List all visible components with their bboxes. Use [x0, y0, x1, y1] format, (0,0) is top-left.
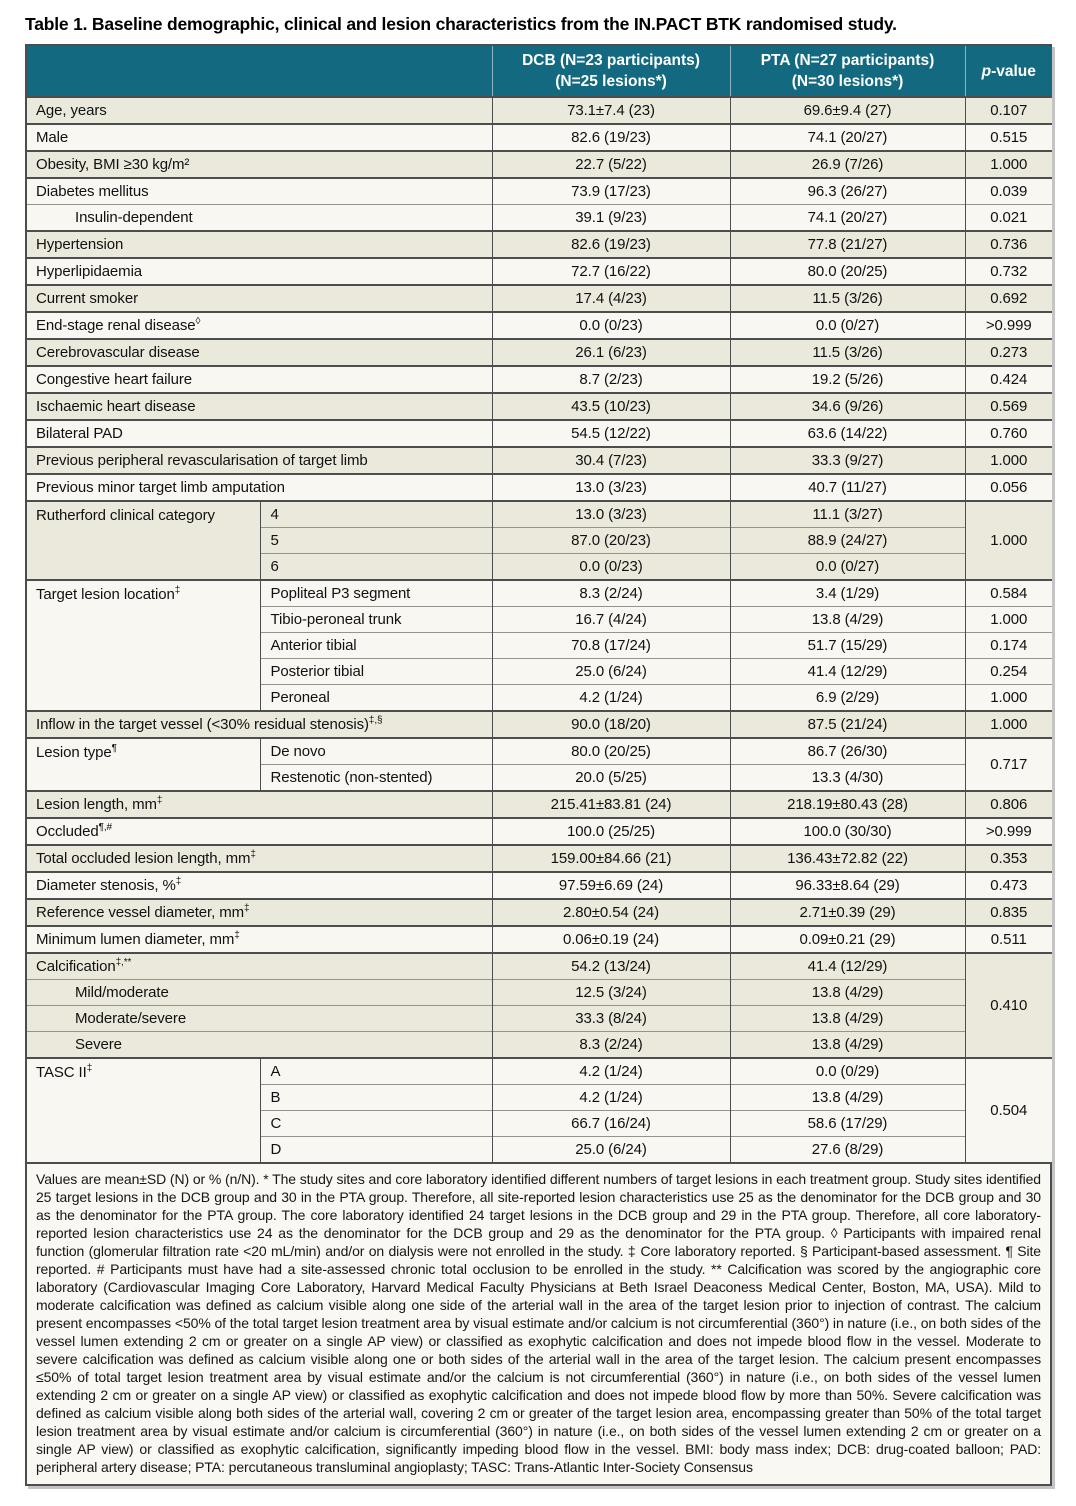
- row-label-text: Previous minor target limb amputation: [36, 479, 285, 496]
- dcb-value-cell: 16.7 (4/24): [492, 607, 730, 633]
- pta-value-cell: 13.8 (4/29): [730, 1085, 965, 1111]
- p-value-cell: 0.424: [965, 366, 1052, 393]
- pta-value-cell: 218.19±80.43 (28): [730, 791, 965, 818]
- p-value-cell: >0.999: [965, 312, 1052, 339]
- row-label-text: Diameter stenosis, %: [36, 877, 176, 894]
- dcb-value-cell: 159.00±84.66 (21): [492, 845, 730, 872]
- row-label-text: A: [270, 1063, 281, 1080]
- table-row: [27, 1032, 1052, 1059]
- pta-value-cell: 41.4 (12/29): [730, 953, 965, 980]
- row-label-text: Male: [36, 129, 69, 146]
- pta-value-cell: 11.1 (3/27): [730, 501, 965, 528]
- pta-value-cell: 88.9 (24/27): [730, 528, 965, 554]
- row-label-text: Ischaemic heart disease: [36, 398, 196, 415]
- row-sublabel: [260, 1111, 492, 1137]
- row-label-text: Previous peripheral revascularisation of target limb: [36, 452, 368, 469]
- row-label-text: Popliteal P3 segment: [270, 585, 411, 602]
- row-label-text: Occluded: [36, 823, 99, 840]
- dcb-value-cell: 30.4 (7/23): [492, 447, 730, 474]
- pta-value-cell: 100.0 (30/30): [730, 818, 965, 845]
- table-row: [27, 899, 1052, 926]
- dcb-value-cell: 100.0 (25/25): [492, 818, 730, 845]
- row-label: [27, 151, 492, 178]
- row-sublabel: [260, 765, 492, 792]
- row-label-text: Cerebrovascular disease: [36, 344, 200, 361]
- row-label: [27, 312, 492, 339]
- table-row: [27, 420, 1052, 447]
- row-label-text: Calcification: [36, 958, 116, 975]
- row-label-text: 4: [270, 506, 279, 523]
- row-label-text: Total occluded lesion length, mm: [36, 850, 251, 867]
- p-value-cell: 0.254: [965, 659, 1052, 685]
- table-row: [27, 339, 1052, 366]
- row-label-text: Severe: [75, 1036, 122, 1053]
- p-value-cell: 0.107: [965, 97, 1052, 124]
- row-label-text: Peroneal: [270, 689, 330, 706]
- row-label-text: Mild/moderate: [75, 984, 169, 1001]
- header-pta: [730, 46, 965, 97]
- superscript-marker: ‡: [250, 849, 256, 860]
- row-label-text: Current smoker: [36, 290, 138, 307]
- dcb-value-cell: 25.0 (6/24): [492, 1137, 730, 1163]
- dcb-value-cell: 39.1 (9/23): [492, 205, 730, 232]
- table-row: [27, 711, 1052, 738]
- row-label: [27, 124, 492, 151]
- row-group-label: [27, 580, 260, 711]
- row-label-text: Anterior tibial: [270, 637, 357, 654]
- row-label: [27, 980, 492, 1006]
- row-label-text: B: [270, 1089, 281, 1106]
- dcb-value-cell: 54.5 (12/22): [492, 420, 730, 447]
- row-label: [27, 474, 492, 501]
- p-value-cell: 0.732: [965, 258, 1052, 285]
- row-label: [27, 791, 492, 818]
- pta-value-cell: 11.5 (3/26): [730, 339, 965, 366]
- row-label: [27, 420, 492, 447]
- header-dcb: [492, 46, 730, 97]
- header-pta-line2: (N=30 lesions*): [791, 73, 904, 90]
- header-dcb-line2: (N=25 lesions*): [555, 73, 667, 90]
- dcb-value-cell: 25.0 (6/24): [492, 659, 730, 685]
- row-group-label: [27, 1058, 260, 1162]
- row-sublabel: [260, 685, 492, 712]
- pta-value-cell: 136.43±72.82 (22): [730, 845, 965, 872]
- row-label: [27, 818, 492, 845]
- dcb-value-cell: 8.7 (2/23): [492, 366, 730, 393]
- row-sublabel: [260, 580, 492, 607]
- superscript-marker: ‡: [244, 903, 250, 914]
- p-value-cell: 0.021: [965, 205, 1052, 232]
- superscript-marker: ‡: [174, 585, 181, 596]
- superscript-marker: ‡,**: [115, 957, 132, 968]
- dcb-value-cell: 26.1 (6/23): [492, 339, 730, 366]
- pta-value-cell: 80.0 (20/25): [730, 258, 965, 285]
- row-sublabel: [260, 633, 492, 659]
- dcb-value-cell: 8.3 (2/24): [492, 1032, 730, 1059]
- row-label: [27, 953, 492, 980]
- dcb-value-cell: 12.5 (3/24): [492, 980, 730, 1006]
- superscript-marker: ¶: [111, 743, 117, 754]
- pta-value-cell: 40.7 (11/27): [730, 474, 965, 501]
- dcb-value-cell: 20.0 (5/25): [492, 765, 730, 792]
- row-label: [27, 205, 492, 232]
- p-value-cell: 0.515: [965, 124, 1052, 151]
- dcb-value-cell: 17.4 (4/23): [492, 285, 730, 312]
- row-label-text: End-stage renal disease: [36, 317, 196, 334]
- dcb-value-cell: 66.7 (16/24): [492, 1111, 730, 1137]
- row-label-text: Inflow in the target vessel (<30% residual stenosis): [36, 716, 369, 733]
- p-value-cell: 0.410: [965, 953, 1052, 1058]
- p-value-cell: 1.000: [965, 685, 1052, 712]
- row-label: [27, 178, 492, 205]
- p-value-cell: 0.039: [965, 178, 1052, 205]
- table-row: [27, 447, 1052, 474]
- header-pvalue-rest: -value: [991, 62, 1036, 80]
- row-label: [27, 366, 492, 393]
- pta-value-cell: 13.8 (4/29): [730, 980, 965, 1006]
- superscript-marker: ‡: [175, 876, 182, 887]
- dcb-value-cell: 73.9 (17/23): [492, 178, 730, 205]
- header-pta-line1: PTA (N=27 participants): [760, 52, 935, 69]
- p-value-cell: >0.999: [965, 818, 1052, 845]
- header-dcb-line1: DCB (N=23 participants): [522, 52, 700, 69]
- row-label: [27, 899, 492, 926]
- row-label-text: Age, years: [36, 102, 107, 119]
- row-sublabel: [260, 738, 492, 765]
- p-value-cell: 0.174: [965, 633, 1052, 659]
- table-row: [27, 980, 1052, 1006]
- pta-value-cell: 63.6 (14/22): [730, 420, 965, 447]
- row-sublabel: [260, 1085, 492, 1111]
- pta-value-cell: 13.8 (4/29): [730, 607, 965, 633]
- row-label-text: Insulin-dependent: [75, 209, 193, 226]
- row-sublabel: [260, 1058, 492, 1085]
- header-empty-cell: [27, 46, 492, 97]
- p-value-cell: 0.584: [965, 580, 1052, 607]
- row-label: [27, 231, 492, 258]
- table-row: [27, 312, 1052, 339]
- row-sublabel: [260, 554, 492, 581]
- table-row: [27, 1006, 1052, 1032]
- row-sublabel: [260, 501, 492, 528]
- table-row: [27, 285, 1052, 312]
- dcb-value-cell: 13.0 (3/23): [492, 501, 730, 528]
- dcb-value-cell: 215.41±83.81 (24): [492, 791, 730, 818]
- superscript-marker: ‡: [86, 1063, 93, 1074]
- table-row: [27, 258, 1052, 285]
- pta-value-cell: 74.1 (20/27): [730, 124, 965, 151]
- p-value-cell: 0.569: [965, 393, 1052, 420]
- p-value-cell: 0.835: [965, 899, 1052, 926]
- pta-value-cell: 87.5 (21/24): [730, 711, 965, 738]
- table-row: [27, 818, 1052, 845]
- table-row: [27, 231, 1052, 258]
- dcb-value-cell: 70.8 (17/24): [492, 633, 730, 659]
- pta-value-cell: 41.4 (12/29): [730, 659, 965, 685]
- dcb-value-cell: 4.2 (1/24): [492, 685, 730, 712]
- p-value-cell: 1.000: [965, 711, 1052, 738]
- row-label: [27, 872, 492, 899]
- p-value-cell: 1.000: [965, 151, 1052, 178]
- row-label-text: Bilateral PAD: [36, 425, 123, 442]
- dcb-value-cell: 22.7 (5/22): [492, 151, 730, 178]
- row-label-text: Moderate/severe: [75, 1010, 187, 1027]
- p-value-cell: 0.692: [965, 285, 1052, 312]
- p-value-cell: 0.504: [965, 1058, 1052, 1162]
- row-label: [27, 1006, 492, 1032]
- p-value-cell: 0.760: [965, 420, 1052, 447]
- p-value-cell: 1.000: [965, 447, 1052, 474]
- dcb-value-cell: 82.6 (19/23): [492, 231, 730, 258]
- row-sublabel: [260, 607, 492, 633]
- table-row: [27, 738, 1052, 765]
- row-label-text: Target lesion location: [36, 586, 175, 603]
- footnote: Values are mean±SD (N) or % (n/N). * The study sites and core laboratory identified different numbers of target lesions in each treatment group. Study sites identified 25 target lesions in the DCB group and 30 in the PTA group. Therefore, all site-reported lesion characteristics use 25 as the denominator for the DCB group and 30 as the denominator for the PTA group. The core laboratory identified 24 target lesions in the DCB group and 29 in the PTA group. Therefore, all core laboratory-reported lesion characteristics use 24 as the denominator for the DCB group and 29 as the denominator for the PTA group. ◊ Participants with impaired renal function (glomerular filtration rate <20 mL/min) and/or on dialysis were not enrolled in the study. ‡ Core laboratory reported. § Participant-based assessment. ¶ Site reported. # Participants must have had a site-assessed chronic total occlusion to be enrolled in the study. ** Calcification was scored by the angiographic core laboratory (Cardiovascular Imaging Core Laboratory, Harvard Medical Faculty Physicians at Beth Israel Deaconess Medical Center, Boston, MA, USA). Mild to moderate calcification was defined as calcium visible along one side of the arterial wall in the area of the target lesion prior to injection of contrast. The calcium present encompasses <50% of the total target lesion treatment area by visual estimate and/or calcium is not circumferential (360°) in nature (i.e., on both sides of the vessel lumen extending 2 cm or greater on a single AP view) or classified as exophytic calcification and does not impede blood flow in the vessel. Moderate to severe calcification was defined as calcium visible along one or both sides of the arterial wall in the area of the target lesion. The calcium present encompasses ≤50% of total target lesion treatment area by visual estimate and/or the calcium is not circumferential (360°) in nature (i.e., on both sides of the vessel lumen extending 2 cm or greater on a single AP view) or classified as exophytic calcification and does not impede blood flow by more than 50%. Severe calcification was defined as calcium visible along both sides of the arterial wall, covering 2 cm or greater of the target lesion area, encompassing greater than 50% of the total target lesion treatment area by visual estimate and/or calcium is circumferential (360°) in nature (i.e., on both sides of the vessel lumen extending 2 cm or greater on a single AP view) or classified as exophytic calcification, significantly impeding blood flow in the vessel. BMI: body mass index; DCB: drug-coated balloon; PAD: peripheral artery disease; PTA: percutaneous transluminal angioplasty; TASC: Trans-Atlantic Inter-Society Consensus: [27, 1162, 1050, 1484]
- row-label-text: TASC II: [36, 1064, 87, 1081]
- pta-value-cell: 0.0 (0/27): [730, 312, 965, 339]
- table-row: [27, 178, 1052, 205]
- table-row: [27, 151, 1052, 178]
- table-row: [27, 205, 1052, 232]
- pta-value-cell: 19.2 (5/26): [730, 366, 965, 393]
- dcb-value-cell: 90.0 (18/20): [492, 711, 730, 738]
- table-row: [27, 366, 1052, 393]
- row-group-label: [27, 501, 260, 580]
- dcb-value-cell: 82.6 (19/23): [492, 124, 730, 151]
- pta-value-cell: 74.1 (20/27): [730, 205, 965, 232]
- row-label: [27, 1032, 492, 1059]
- pta-value-cell: 96.33±8.64 (29): [730, 872, 965, 899]
- header-pvalue-italic-p: p: [981, 62, 992, 80]
- dcb-value-cell: 43.5 (10/23): [492, 393, 730, 420]
- row-label-text: Posterior tibial: [270, 663, 364, 680]
- table-row: [27, 501, 1052, 528]
- table-row: [27, 1058, 1052, 1085]
- pta-value-cell: 51.7 (15/29): [730, 633, 965, 659]
- dcb-value-cell: 87.0 (20/23): [492, 528, 730, 554]
- pta-value-cell: 33.3 (9/27): [730, 447, 965, 474]
- table-row: [27, 791, 1052, 818]
- superscript-marker: ¶,#: [98, 822, 112, 833]
- table-row: [27, 474, 1052, 501]
- p-value-cell: 0.056: [965, 474, 1052, 501]
- p-value-cell: 0.473: [965, 872, 1052, 899]
- row-label: [27, 447, 492, 474]
- row-label-text: Hyperlipidaemia: [36, 263, 143, 280]
- row-label: [27, 339, 492, 366]
- dcb-value-cell: 0.0 (0/23): [492, 312, 730, 339]
- dcb-value-cell: 33.3 (8/24): [492, 1006, 730, 1032]
- row-label-text: 5: [270, 532, 279, 549]
- row-label-text: Lesion type: [36, 744, 112, 761]
- table-row: [27, 926, 1052, 953]
- dcb-value-cell: 54.2 (13/24): [492, 953, 730, 980]
- pta-value-cell: 77.8 (21/27): [730, 231, 965, 258]
- table-row: [27, 97, 1052, 124]
- dcb-value-cell: 4.2 (1/24): [492, 1058, 730, 1085]
- dcb-value-cell: 80.0 (20/25): [492, 738, 730, 765]
- row-label: [27, 285, 492, 312]
- header-row: [27, 46, 1052, 97]
- superscript-marker: ‡: [156, 795, 163, 806]
- row-label-text: Lesion length, mm: [36, 796, 157, 813]
- pta-value-cell: 0.0 (0/27): [730, 554, 965, 581]
- pta-value-cell: 0.09±0.21 (29): [730, 926, 965, 953]
- row-label-text: Congestive heart failure: [36, 371, 193, 388]
- p-value-cell: 0.273: [965, 339, 1052, 366]
- row-label: [27, 845, 492, 872]
- p-value-cell: 0.717: [965, 738, 1052, 791]
- p-value-cell: 0.511: [965, 926, 1052, 953]
- pta-value-cell: 58.6 (17/29): [730, 1111, 965, 1137]
- dcb-value-cell: 4.2 (1/24): [492, 1085, 730, 1111]
- row-label-text: D: [270, 1141, 282, 1158]
- baseline-characteristics-table: [27, 46, 1052, 1162]
- row-sublabel: [260, 528, 492, 554]
- dcb-value-cell: 72.7 (16/22): [492, 258, 730, 285]
- superscript-marker: ‡: [234, 930, 240, 941]
- p-value-cell: 0.806: [965, 791, 1052, 818]
- row-label-text: Diabetes mellitus: [36, 183, 149, 200]
- pta-value-cell: 13.3 (4/30): [730, 765, 965, 792]
- dcb-value-cell: 73.1±7.4 (23): [492, 97, 730, 124]
- pta-value-cell: 13.8 (4/29): [730, 1006, 965, 1032]
- pta-value-cell: 96.3 (26/27): [730, 178, 965, 205]
- pta-value-cell: 34.6 (9/26): [730, 393, 965, 420]
- row-label-text: 6: [270, 558, 279, 575]
- row-label-text: De novo: [270, 743, 326, 760]
- p-value-cell: 0.736: [965, 231, 1052, 258]
- pta-value-cell: 6.9 (2/29): [730, 685, 965, 712]
- row-sublabel: [260, 1137, 492, 1163]
- dcb-value-cell: 2.80±0.54 (24): [492, 899, 730, 926]
- table-row: [27, 953, 1052, 980]
- row-label: [27, 711, 492, 738]
- pta-value-cell: 86.7 (26/30): [730, 738, 965, 765]
- pta-value-cell: 13.8 (4/29): [730, 1032, 965, 1059]
- table-title: Table 1. Baseline demographic, clinical and lesion characteristics from the IN.PACT BTK randomised study.: [25, 14, 897, 34]
- pta-value-cell: 27.6 (8/29): [730, 1137, 965, 1163]
- row-label: [27, 926, 492, 953]
- table-row: [27, 580, 1052, 607]
- table-row: [27, 845, 1052, 872]
- row-label-text: Hypertension: [36, 236, 124, 253]
- dcb-value-cell: 0.06±0.19 (24): [492, 926, 730, 953]
- row-label-text: Obesity, BMI ≥30 kg/m²: [36, 156, 190, 173]
- table-row: [27, 872, 1052, 899]
- table-row: [27, 393, 1052, 420]
- row-label-text: C: [270, 1115, 282, 1132]
- row-group-label: [27, 738, 260, 791]
- pta-value-cell: 0.0 (0/29): [730, 1058, 965, 1085]
- pta-value-cell: 2.71±0.39 (29): [730, 899, 965, 926]
- header-pvalue: [965, 46, 1052, 97]
- row-label-text: Restenotic (non-stented): [270, 769, 433, 786]
- row-label-text: Rutherford clinical category: [36, 507, 215, 524]
- dcb-value-cell: 8.3 (2/24): [492, 580, 730, 607]
- row-label: [27, 393, 492, 420]
- p-value-cell: 1.000: [965, 607, 1052, 633]
- table-row: [27, 124, 1052, 151]
- pta-value-cell: 3.4 (1/29): [730, 580, 965, 607]
- superscript-marker: ◊: [195, 316, 201, 327]
- pta-value-cell: 11.5 (3/26): [730, 285, 965, 312]
- row-label-text: Minimum lumen diameter, mm: [36, 931, 235, 948]
- pta-value-cell: 69.6±9.4 (27): [730, 97, 965, 124]
- row-label-text: Tibio-peroneal trunk: [270, 611, 402, 628]
- pta-value-cell: 26.9 (7/26): [730, 151, 965, 178]
- row-label-text: Reference vessel diameter, mm: [36, 904, 245, 921]
- p-value-cell: 0.353: [965, 845, 1052, 872]
- row-sublabel: [260, 659, 492, 685]
- p-value-cell: 1.000: [965, 501, 1052, 580]
- dcb-value-cell: 13.0 (3/23): [492, 474, 730, 501]
- dcb-value-cell: 0.0 (0/23): [492, 554, 730, 581]
- superscript-marker: ‡,§: [368, 715, 383, 726]
- dcb-value-cell: 97.59±6.69 (24): [492, 872, 730, 899]
- row-label: [27, 258, 492, 285]
- row-label: [27, 97, 492, 124]
- table-frame: [25, 44, 1052, 1486]
